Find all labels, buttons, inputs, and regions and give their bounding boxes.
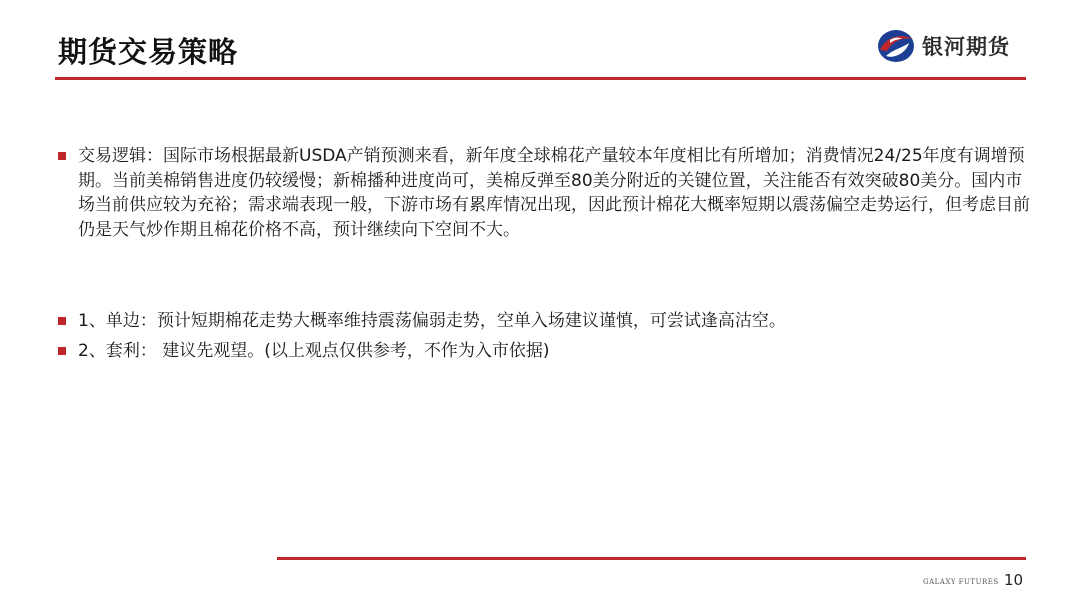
footer-brand: GALAXY FUTURES <box>923 578 999 586</box>
square-bullet-icon <box>58 347 66 355</box>
bullet-trade-logic <box>58 144 1033 242</box>
bullet-text: 1、单边：预计短期棉花走势大概率维持震荡偏弱走势，空单入场建议谨慎，可尝试逢高沽空。 <box>78 311 786 331</box>
footer-divider <box>277 557 1026 560</box>
strategy-content <box>58 144 1033 363</box>
company-logo <box>876 27 1010 65</box>
square-bullet-icon <box>58 317 66 325</box>
bullet-text: 交易逻辑：国际市场根据最新USDA产销预测来看，新年度全球棉花产量较本年度相比有所增加；消费情况24/25年度有调增预期。当前美棉销售进度仍较缓慢；新棉播种进度尚可，美棉反弹至80美分附近的关键位置，关注能否有效突破80美分。国内市场当前供应较为充裕；需求端表现一般，下游市场有累库情况出现，因此预计棉花大概率短期以震荡偏空走势运行，但考虑目前仍是天气炒作期且棉花价格不高，预计继续向下空间不大。 <box>78 146 1030 240</box>
logo-text: 银河期货 <box>922 35 1010 59</box>
page-title: 期货交易策略 <box>58 35 239 69</box>
galaxy-logo-icon <box>876 27 916 65</box>
page-number: 10 <box>1004 571 1024 589</box>
bullet-text: 2、套利： 建议先观望。(以上观点仅供参考，不作为入市依据) <box>78 340 550 361</box>
header-divider <box>55 77 1026 80</box>
bullet-single-side <box>58 309 1033 334</box>
bullet-arbitrage <box>58 339 1033 364</box>
square-bullet-icon <box>58 152 66 160</box>
